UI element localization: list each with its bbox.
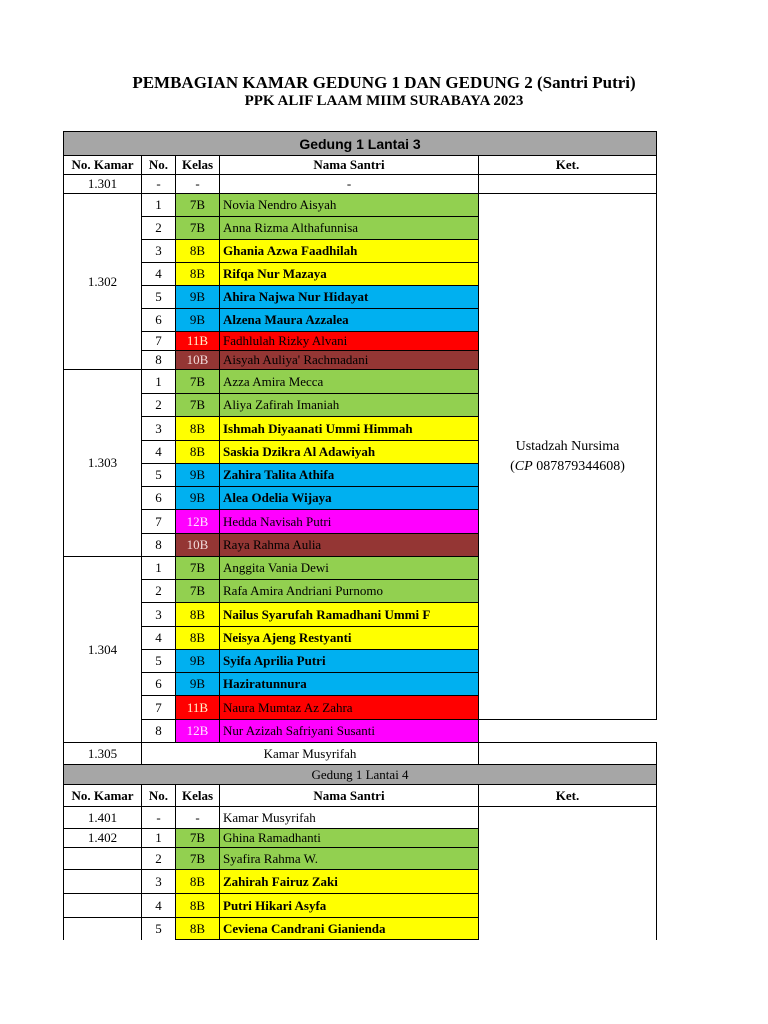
student-name: Aliya Zafirah Imaniah (220, 394, 479, 417)
column-header-kelas: Kelas (176, 785, 220, 807)
class-cell: - (176, 807, 220, 829)
class-cell: 7B (176, 394, 220, 417)
table-row (64, 720, 657, 743)
room-note: Kamar Musyrifah (142, 743, 479, 765)
row-number: 2 (142, 394, 176, 417)
student-name: Novia Nendro Aisyah (220, 194, 479, 217)
room-number: 1.301 (64, 175, 142, 194)
row-number: 3 (142, 870, 176, 894)
class-cell: 12B (176, 510, 220, 534)
class-cell: 9B (176, 286, 220, 309)
row-number: 3 (142, 240, 176, 263)
column-header-ket: Ket. (479, 156, 657, 175)
row-number: 5 (142, 286, 176, 309)
column-header-kamar: No. Kamar (64, 785, 142, 807)
column-header-no: No. (142, 785, 176, 807)
page-subtitle: PPK ALIF LAAM MIIM SURABAYA 2023 (244, 93, 524, 109)
student-name: Ceviena Candrani Gianienda (220, 918, 479, 940)
row-number: 8 (142, 720, 176, 743)
musyrifah-name: Ustadzah Nursima (515, 438, 620, 454)
student-name: Putri Hikari Asyfa (220, 894, 479, 918)
student-name: Haziratunnura (220, 673, 479, 696)
row-number: 7 (142, 696, 176, 720)
class-cell: 8B (176, 870, 220, 894)
class-cell: 9B (176, 650, 220, 673)
class-cell: 8B (176, 417, 220, 441)
student-name: - (220, 175, 479, 194)
student-name: Alea Odelia Wijaya (220, 487, 479, 510)
room-number: 1.304 (64, 557, 142, 743)
table-row (64, 175, 657, 194)
class-cell: 8B (176, 263, 220, 286)
student-name: Neisya Ajeng Restyanti (220, 627, 479, 650)
student-name: Naura Mumtaz Az Zahra (220, 696, 479, 720)
student-name: Nur Azizah Safriyani Susanti (220, 720, 479, 743)
section-header-lantai-4: Gedung 1 Lantai 4 (64, 765, 657, 785)
class-cell: 9B (176, 464, 220, 487)
class-cell: 9B (176, 673, 220, 696)
section-header-lantai-3: Gedung 1 Lantai 3 (64, 132, 657, 156)
row-number: 8 (142, 351, 176, 370)
room-number: 1.302 (64, 194, 142, 370)
row-number: 8 (142, 534, 176, 557)
student-name: Zahira Talita Athifa (220, 464, 479, 487)
class-cell: 11B (176, 332, 220, 351)
ket-cell (479, 743, 657, 765)
class-cell: 9B (176, 487, 220, 510)
student-name: Raya Rahma Aulia (220, 534, 479, 557)
cp-label: CP (514, 458, 533, 474)
room-number-empty (64, 894, 142, 918)
student-name: Alzena Maura Azzalea (220, 309, 479, 332)
room-allocation-table (63, 131, 657, 940)
student-name: Zahirah Fairuz Zaki (220, 870, 479, 894)
ket-cell (479, 807, 657, 940)
room-number-empty (64, 870, 142, 894)
student-name: Anggita Vania Dewi (220, 557, 479, 580)
student-name: Anna Rizma Althafunnisa (220, 217, 479, 240)
row-number: 1 (142, 194, 176, 217)
column-header-kelas: Kelas (176, 156, 220, 175)
student-name: Ishmah Diyaanati Ummi Himmah (220, 417, 479, 441)
student-name: Aisyah Auliya' Rachmadani (220, 351, 479, 370)
student-name: Azza Amira Mecca (220, 370, 479, 394)
row-number: 7 (142, 510, 176, 534)
student-name: Ghania Azwa Faadhilah (220, 240, 479, 263)
room-number-empty (64, 918, 142, 940)
ket-cell (479, 175, 657, 194)
row-number: 4 (142, 441, 176, 464)
row-number: 3 (142, 603, 176, 627)
row-number: 1 (142, 557, 176, 580)
class-cell: 7B (176, 580, 220, 603)
student-name: Hedda Navisah Putri (220, 510, 479, 534)
student-name: Fadhlulah Rizky Alvani (220, 332, 479, 351)
class-cell: 8B (176, 240, 220, 263)
row-number: - (142, 175, 176, 194)
row-number: 6 (142, 487, 176, 510)
class-cell: 8B (176, 603, 220, 627)
ket-musyrifah: Ustadzah Nursima (CP 087879344608) (479, 194, 657, 720)
class-cell: 12B (176, 720, 220, 743)
class-cell: 7B (176, 557, 220, 580)
row-number: 1 (142, 829, 176, 848)
room-number: 1.305 (64, 743, 142, 765)
column-header-nama: Nama Santri (220, 785, 479, 807)
student-name: Ahira Najwa Nur Hidayat (220, 286, 479, 309)
student-name: Syifa Aprilia Putri (220, 650, 479, 673)
class-cell: 10B (176, 534, 220, 557)
class-cell: 7B (176, 217, 220, 240)
row-number: 5 (142, 464, 176, 487)
row-number: 3 (142, 417, 176, 441)
row-number: 7 (142, 332, 176, 351)
row-number: 1 (142, 370, 176, 394)
room-number: 1.303 (64, 370, 142, 557)
row-number: 6 (142, 309, 176, 332)
row-number: 4 (142, 894, 176, 918)
student-name: Kamar Musyrifah (220, 807, 479, 829)
row-number: 2 (142, 217, 176, 240)
student-name: Rafa Amira Andriani Purnomo (220, 580, 479, 603)
row-number: 4 (142, 263, 176, 286)
class-cell: 8B (176, 441, 220, 464)
class-cell: 8B (176, 894, 220, 918)
row-number: 2 (142, 848, 176, 870)
column-header-nama: Nama Santri (220, 156, 479, 175)
table-row (64, 194, 657, 217)
table-row (64, 807, 657, 829)
class-cell: 10B (176, 351, 220, 370)
table-row (64, 743, 657, 765)
cp-number: 087879344608 (536, 458, 621, 474)
row-number: 4 (142, 627, 176, 650)
room-number: 1.402 (64, 829, 142, 848)
row-number: 6 (142, 673, 176, 696)
student-name: Syafira Rahma W. (220, 848, 479, 870)
student-name: Nailus Syarufah Ramadhani Ummi F (220, 603, 479, 627)
room-number-empty (64, 848, 142, 870)
class-cell: 8B (176, 627, 220, 650)
class-cell: 7B (176, 829, 220, 848)
class-cell: 7B (176, 848, 220, 870)
class-cell: 9B (176, 309, 220, 332)
column-header-no: No. (142, 156, 176, 175)
page-title: PEMBAGIAN KAMAR GEDUNG 1 DAN GEDUNG 2 (Santri Putri) (132, 73, 636, 92)
column-header-kamar: No. Kamar (64, 156, 142, 175)
class-cell: 7B (176, 370, 220, 394)
class-cell: - (176, 175, 220, 194)
class-cell: 11B (176, 696, 220, 720)
row-number: 5 (142, 918, 176, 940)
row-number: 5 (142, 650, 176, 673)
student-name: Ghina Ramadhanti (220, 829, 479, 848)
row-number: - (142, 807, 176, 829)
class-cell: 8B (176, 918, 220, 940)
room-number: 1.401 (64, 807, 142, 829)
student-name: Rifqa Nur Mazaya (220, 263, 479, 286)
row-number: 2 (142, 580, 176, 603)
class-cell: 7B (176, 194, 220, 217)
student-name: Saskia Dzikra Al Adawiyah (220, 441, 479, 464)
column-header-ket: Ket. (479, 785, 657, 807)
